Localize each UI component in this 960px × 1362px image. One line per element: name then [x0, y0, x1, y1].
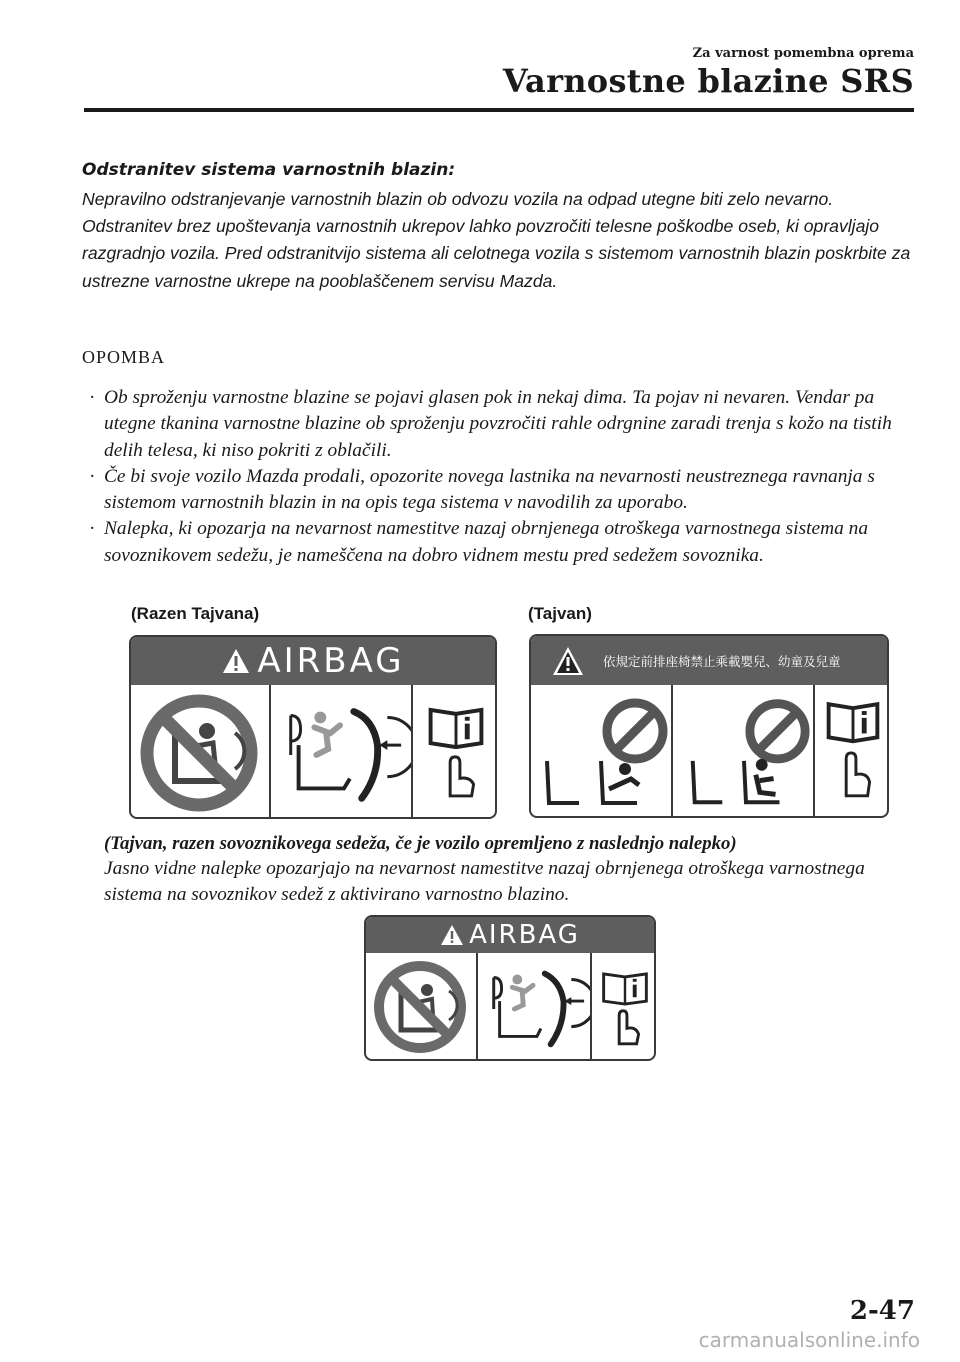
- warning-triangle-icon: [551, 644, 585, 678]
- taiwan-heading: (Tajvan, razen sovoznikovega sedeža, če je vozilo opremljeno z naslednjo nalepko): [104, 833, 737, 854]
- prohibited-infant-seat-pictogram: [531, 685, 671, 816]
- airbag-impact-pictogram: [269, 685, 411, 817]
- no-infant-seat-icon: [531, 685, 671, 816]
- no-child-seat-icon: [131, 685, 269, 817]
- airbag-text: AIRBAG: [469, 920, 580, 950]
- note-list: [82, 385, 917, 569]
- note-item-text: Nalepka, ki opozarja na nevarnost namestitve nazaj obrnjenega otroškega varnostnega sistema na sovoznikovem sedežu, je nameščena na dobro vidnem mestu pred sedežem sovoznika.: [104, 518, 869, 566]
- note-item: [82, 464, 917, 517]
- left-figure-caption: (Razen Tajvana): [131, 604, 260, 623]
- book-info-icon: [413, 685, 497, 817]
- manual-reference-pictogram: [590, 953, 656, 1059]
- book-info-icon: [592, 953, 656, 1059]
- no-child-icon: [673, 685, 813, 816]
- airbag-text: AIRBAG: [257, 641, 405, 681]
- airbag-warning-label: [129, 635, 497, 819]
- prohibited-child-seat-pictogram: [131, 685, 269, 817]
- airbag-impact-icon: [271, 685, 411, 817]
- airbag-label-bar: [366, 917, 654, 953]
- page-title: Varnostne blazine SRS: [502, 62, 914, 100]
- right-figure-caption: (Tajvan): [528, 604, 592, 623]
- taiwan-warning-label: [529, 634, 889, 818]
- book-info-icon: [815, 685, 889, 816]
- bullet-mark: ·: [89, 387, 96, 408]
- manual-reference-pictogram: [411, 685, 497, 817]
- manual-reference-pictogram: [813, 685, 889, 816]
- taiwan-label-bar: [531, 636, 887, 685]
- section-body: Nepravilno odstranjevanje varnostnih blazin ob odvozu vozila na odpad utegne biti zelo nevarno. Odstranitev brez upoštevanja varnostnih ukrepov lahko povzročiti telesne poškodbe oseb, ki opravljajo razgradnjo vozila. Pred odstranitvijo sistema ali celotnega vozila s sistemom varnostnih blazin poskrbite za ustrezne varnostne ukrepe na pooblaščenem servisu Mazda.: [82, 189, 911, 291]
- watermark: carmanualsonline.info: [698, 1328, 920, 1352]
- airbag-impact-icon: [478, 953, 590, 1059]
- header-divider: [84, 108, 914, 112]
- warning-triangle-icon: [440, 924, 464, 946]
- section-heading: Odstranitev sistema varnostnih blazin:: [82, 160, 456, 180]
- airbag-warning-label-small: [364, 915, 656, 1061]
- no-child-seat-icon: [366, 953, 476, 1059]
- note-item: [82, 385, 917, 464]
- section-subtitle: Za varnost pomembna oprema: [692, 46, 914, 61]
- taiwan-warning-text: 依規定前排座椅禁止乘載嬰兒、幼童及兒童: [603, 653, 841, 669]
- airbag-label-bar: [131, 637, 495, 685]
- prohibited-child-seat-pictogram: [366, 953, 476, 1059]
- prohibited-child-pictogram: [671, 685, 813, 816]
- note-item-text: Ob sproženju varnostne blazine se pojavi glasen pok in nekaj dima. Ta pojav ni nevaren. Vendar pa utegne tkanina varnostne blazine ob sproženju povzročiti rahle odrgnine zaradi trenja s kožo na tistih delih telesa, ki niso pokriti z oblačili.: [104, 387, 892, 461]
- taiwan-body: Jasno vidne nalepke opozarjajo na nevarnost namestitve nazaj obrnjenega otroškega varnostnega sistema na sovoznikov sedež z aktivirano varnostno blazino.: [104, 858, 865, 906]
- note-item-text: Če bi svoje vozilo Mazda prodali, opozorite novega lastnika na nevarnosti neustreznega ravnanja s sistemom varnostnih blazin in na opis tega sistema v navodilih za uporabo.: [104, 465, 875, 514]
- note-item: [82, 516, 917, 569]
- page-number: 2-47: [849, 1296, 915, 1326]
- bullet-mark: ·: [89, 518, 96, 540]
- airbag-impact-pictogram: [476, 953, 590, 1059]
- note-heading: OPOMBA: [82, 347, 166, 367]
- bullet-mark: ·: [89, 465, 96, 487]
- warning-triangle-icon: [221, 647, 251, 675]
